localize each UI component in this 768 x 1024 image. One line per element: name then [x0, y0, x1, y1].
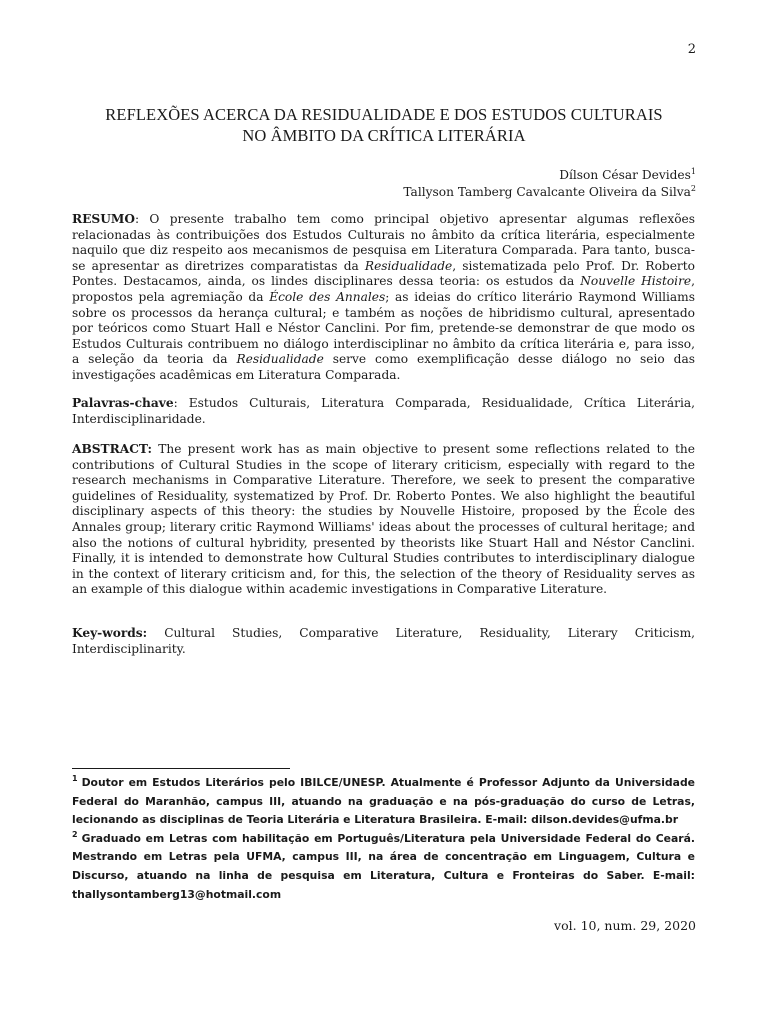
keywords-paragraph	[72, 626, 695, 657]
resumo-text: ; as ideias do crítico literário Raymond Williams sobre os processos da herança cultural; e também as noções de hibridismo cultural, apresentado por teóricos como Stuart Hall e Néstor Canclini. Por fim, pretende-se demonstrar de que modo os Estudos Culturais contribuem no diálogo interdisciplinar no âmbito da crítica literária e, para isso, a seleção da teoria da	[72, 289, 695, 367]
abstract-text: The present work has as main objective to present some reflections related to the contributions of Cultural Studies in the scope of literary criticism, especially with regard to the research mechanisms in Comparative Literature. Therefore, we seek to present the comparative guidelines of Residuality, systematized by Prof. Dr. Roberto Pontes. We also highlight the beautiful disciplinary aspects of this theory: the studies by Nouvelle Histoire, proposed by the École des Annales group; literary critic Raymond Williams' ideas about the processes of cultural heritage; and also the notions of cultural hybridity, presented by theorists like Stuart Hall and Néstor Canclini. Finally, it is intended to demonstrate how Cultural Studies contributes to interdisciplinary dialogue in the context of literary criticism and, for this, the selection of the theory of Residuality serves as an example of this dialogue within academic investigations in Comparative Literature.	[72, 442, 695, 597]
footnotes	[72, 774, 695, 904]
resumo-text: , propostos pela agremiação da	[72, 274, 695, 304]
palavras-chave-paragraph	[72, 396, 695, 427]
resumo-text: : O presente trabalho tem como principal objetivo apresentar algumas reflexões relacionadas às contribuições dos Estudos Culturais no âmbito da crítica literária, especialmente naquilo que diz respeito aos mecanismos de pesquisa em Literatura Comparada. Para tanto, busca-se apresentar as diretrizes comparatistas da	[72, 212, 695, 273]
resumo-italic: Nouvelle Histoire	[580, 274, 692, 289]
resumo-text: serve como exemplificação desse diálogo no seio das investigações acadêmicas em Literatura Comparada.	[72, 352, 695, 382]
footnote-number: 1	[72, 774, 78, 784]
keywords-text: Cultural Studies, Comparative Literature, Residuality, Literary Criticism, Interdisciplinarity.	[72, 626, 695, 656]
resumo-label: RESUMO	[72, 212, 135, 226]
author-list	[403, 167, 696, 201]
footnote-2	[72, 830, 695, 904]
resumo-text: , sistematizada pelo Prof. Dr. Roberto Pontes. Destacamos, ainda, os lindes disciplinares dessa teoria: os estudos da	[72, 258, 695, 289]
resumo-paragraph	[72, 212, 695, 384]
resumo-italic: Residualidade	[364, 258, 453, 273]
keywords-label: Key-words:	[72, 626, 148, 640]
footnote-text: Doutor em Estudos Literários pelo IBILCE/UNESP. Atualmente é Professor Adjunto da Universidade Federal do Maranhão, campus III, atuando na graduação e na pós-graduação do curso de Letras, lecionando as disciplinas de Teoria Literária e Literatura Brasileira. E-mail: dilson.devides@ufma.br	[72, 776, 695, 827]
author-2	[403, 184, 696, 201]
resumo-italic: École des Annales	[269, 289, 386, 304]
abstract-label: ABSTRACT:	[72, 442, 153, 456]
resumo-italic: Residualidade	[236, 352, 324, 367]
page-number: 2	[687, 42, 696, 57]
journal-volume-info: vol. 10, num. 29, 2020	[554, 918, 696, 933]
abstract-paragraph	[72, 442, 695, 598]
author-name: Dílson César Devides	[559, 168, 691, 182]
title-line-1: REFLEXÕES ACERCA DA RESIDUALIDADE E DOS ESTUDOS CULTURAIS	[105, 105, 663, 124]
footnote-mark[interactable]: 2	[690, 183, 696, 193]
palavras-chave-label: Palavras-chave	[72, 396, 174, 410]
footnote-divider	[72, 768, 290, 769]
palavras-chave-text: : Estudos Culturais, Literatura Comparada, Residualidade, Crítica Literária, Interdisciplinaridade.	[72, 396, 695, 426]
title-line-2: NO ÂMBITO DA CRÍTICA LITERÁRIA	[242, 126, 526, 145]
author-name: Tallyson Tamberg Cavalcante Oliveira da Silva	[403, 185, 691, 199]
footnote-text: Graduado em Letras com habilitação em Português/Literatura pela Universidade Federal do Ceará. Mestrando em Letras pela UFMA, campus III, na área de concentração em Linguagem, Cultura e Discurso, atuando na linha de pesquisa em Literatura, Cultura e Fronteiras do Saber. E-mail: thallysontamberg13@hotmail.com	[72, 831, 695, 901]
author-1	[403, 167, 696, 184]
footnote-number: 2	[72, 830, 78, 840]
footnote-1	[72, 774, 695, 830]
article-title	[72, 104, 696, 146]
footnote-mark[interactable]: 1	[690, 166, 696, 176]
